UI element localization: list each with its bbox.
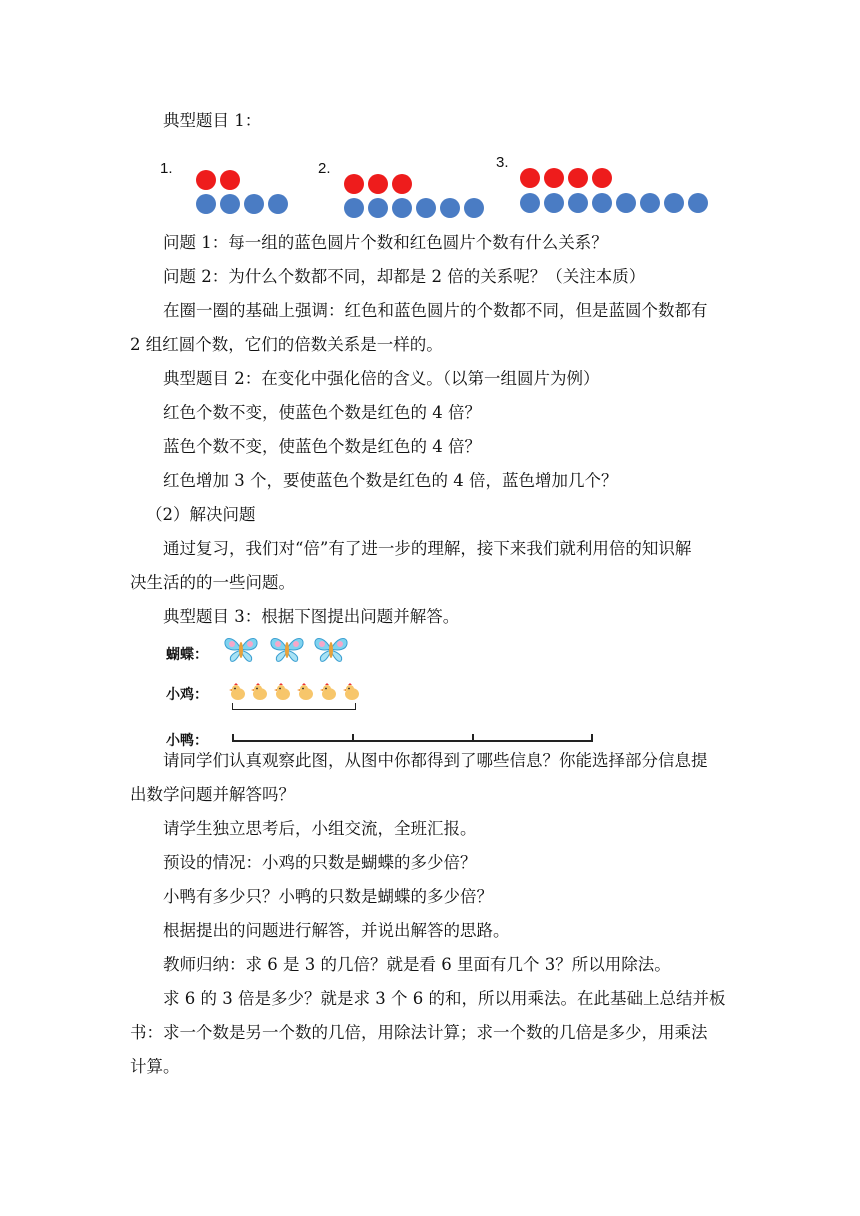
chick-icon	[319, 682, 339, 702]
intro-line-2: 决生活的的一些问题。	[130, 573, 295, 592]
red-circle	[344, 174, 364, 194]
variation-3: 红色增加 3 个，要使蓝色个数是红色的 4 倍，蓝色增加几个？	[163, 471, 618, 490]
section-solve-problems: （2）解决问题	[146, 505, 256, 524]
variation-2: 蓝色个数不变，使蓝色个数是红色的 4 倍？	[163, 437, 481, 456]
heading-example-2: 典型题目 2：在变化中强化倍的含义。（以第一组圆片为例）	[163, 369, 600, 388]
blue-circle	[220, 194, 240, 214]
chick-icon	[342, 682, 362, 702]
emphasis-line-1: 在圈一圈的基础上强调：红色和蓝色圆片的个数都不同，但是蓝圆个数都有	[163, 301, 708, 320]
blue-circle	[464, 198, 484, 218]
group-number: 3.	[496, 154, 509, 171]
blue-circle	[440, 198, 460, 218]
blue-circle	[616, 193, 636, 213]
summary-line-1: 教师归纳：求 6 是 3 的几倍？就是看 6 里面有几个 3？所以用除法。	[163, 955, 671, 974]
blue-circle	[688, 193, 708, 213]
butterfly-icon	[222, 634, 260, 664]
question-2: 问题 2：为什么个数都不同，却都是 2 倍的关系呢？（关注本质）	[163, 267, 646, 286]
red-circle	[392, 174, 412, 194]
intro-line-1: 通过复习，我们对“倍”有了进一步的理解，接下来我们就利用倍的知识解	[163, 539, 692, 558]
preset-line-2: 小鸭有多少只？小鸭的只数是蝴蝶的多少倍？	[163, 887, 493, 906]
chick-icon	[296, 682, 316, 702]
heading-example-3: 典型题目 3：根据下图提出问题并解答。	[163, 607, 460, 626]
butterfly-icon	[312, 634, 350, 664]
emphasis-line-2: 2 组红圆个数，它们的倍数关系是一样的。	[130, 335, 443, 354]
summary-line-3: 书：求一个数是另一个数的几倍，用除法计算；求一个数的几倍是多少，用乘法	[130, 1023, 708, 1042]
summary-line-2: 求 6 的 3 倍是多少？就是求 3 个 6 的和，所以用乘法。在此基础上总结并板	[163, 989, 726, 1008]
blue-circle	[344, 198, 364, 218]
blue-circle	[392, 198, 412, 218]
discussion-line: 请学生独立思考后，小组交流，全班汇报。	[163, 819, 477, 838]
blue-circle	[544, 193, 564, 213]
blue-circle	[268, 194, 288, 214]
answer-line: 根据提出的问题进行解答，并说出解答的思路。	[163, 921, 510, 940]
chick-label: 小鸡：	[166, 687, 208, 703]
observe-line-1: 请同学们认真观察此图，从图中你都得到了哪些信息？你能选择部分信息提	[163, 751, 708, 770]
chick-icon	[228, 682, 248, 702]
red-circle	[220, 170, 240, 190]
animals-figure	[160, 630, 620, 750]
red-circle	[592, 168, 612, 188]
segment-tick	[352, 734, 354, 742]
group-number: 2.	[318, 160, 331, 177]
blue-circle	[640, 193, 660, 213]
circle-groups-figure	[160, 154, 720, 220]
chick-brace	[232, 703, 356, 710]
butterfly-label: 蝴蝶：	[166, 647, 208, 663]
duck-segment-line	[232, 740, 592, 742]
duck-label: 小鸭：	[166, 733, 208, 749]
blue-circle	[368, 198, 388, 218]
blue-circle	[416, 198, 436, 218]
blue-circle	[196, 194, 216, 214]
red-circle	[568, 168, 588, 188]
segment-tick	[591, 734, 593, 742]
chick-icon	[273, 682, 293, 702]
red-circle	[368, 174, 388, 194]
blue-circle	[568, 193, 588, 213]
segment-tick	[232, 734, 234, 742]
blue-circle	[592, 193, 612, 213]
blue-circle	[244, 194, 264, 214]
variation-1: 红色个数不变，使蓝色个数是红色的 4 倍？	[163, 403, 481, 422]
butterfly-icon	[268, 634, 306, 664]
segment-tick	[472, 734, 474, 742]
heading-example-1: 典型题目 1：	[163, 111, 262, 130]
red-circle	[196, 170, 216, 190]
chick-icon	[250, 682, 270, 702]
group-number: 1.	[160, 160, 173, 177]
summary-line-4: 计算。	[130, 1057, 180, 1076]
red-circle	[520, 168, 540, 188]
blue-circle	[520, 193, 540, 213]
red-circle	[544, 168, 564, 188]
preset-line-1: 预设的情况：小鸡的只数是蝴蝶的多少倍？	[163, 853, 477, 872]
blue-circle	[664, 193, 684, 213]
question-1: 问题 1：每一组的蓝色圆片个数和红色圆片个数有什么关系？	[163, 233, 608, 252]
observe-line-2: 出数学问题并解答吗？	[130, 785, 295, 804]
